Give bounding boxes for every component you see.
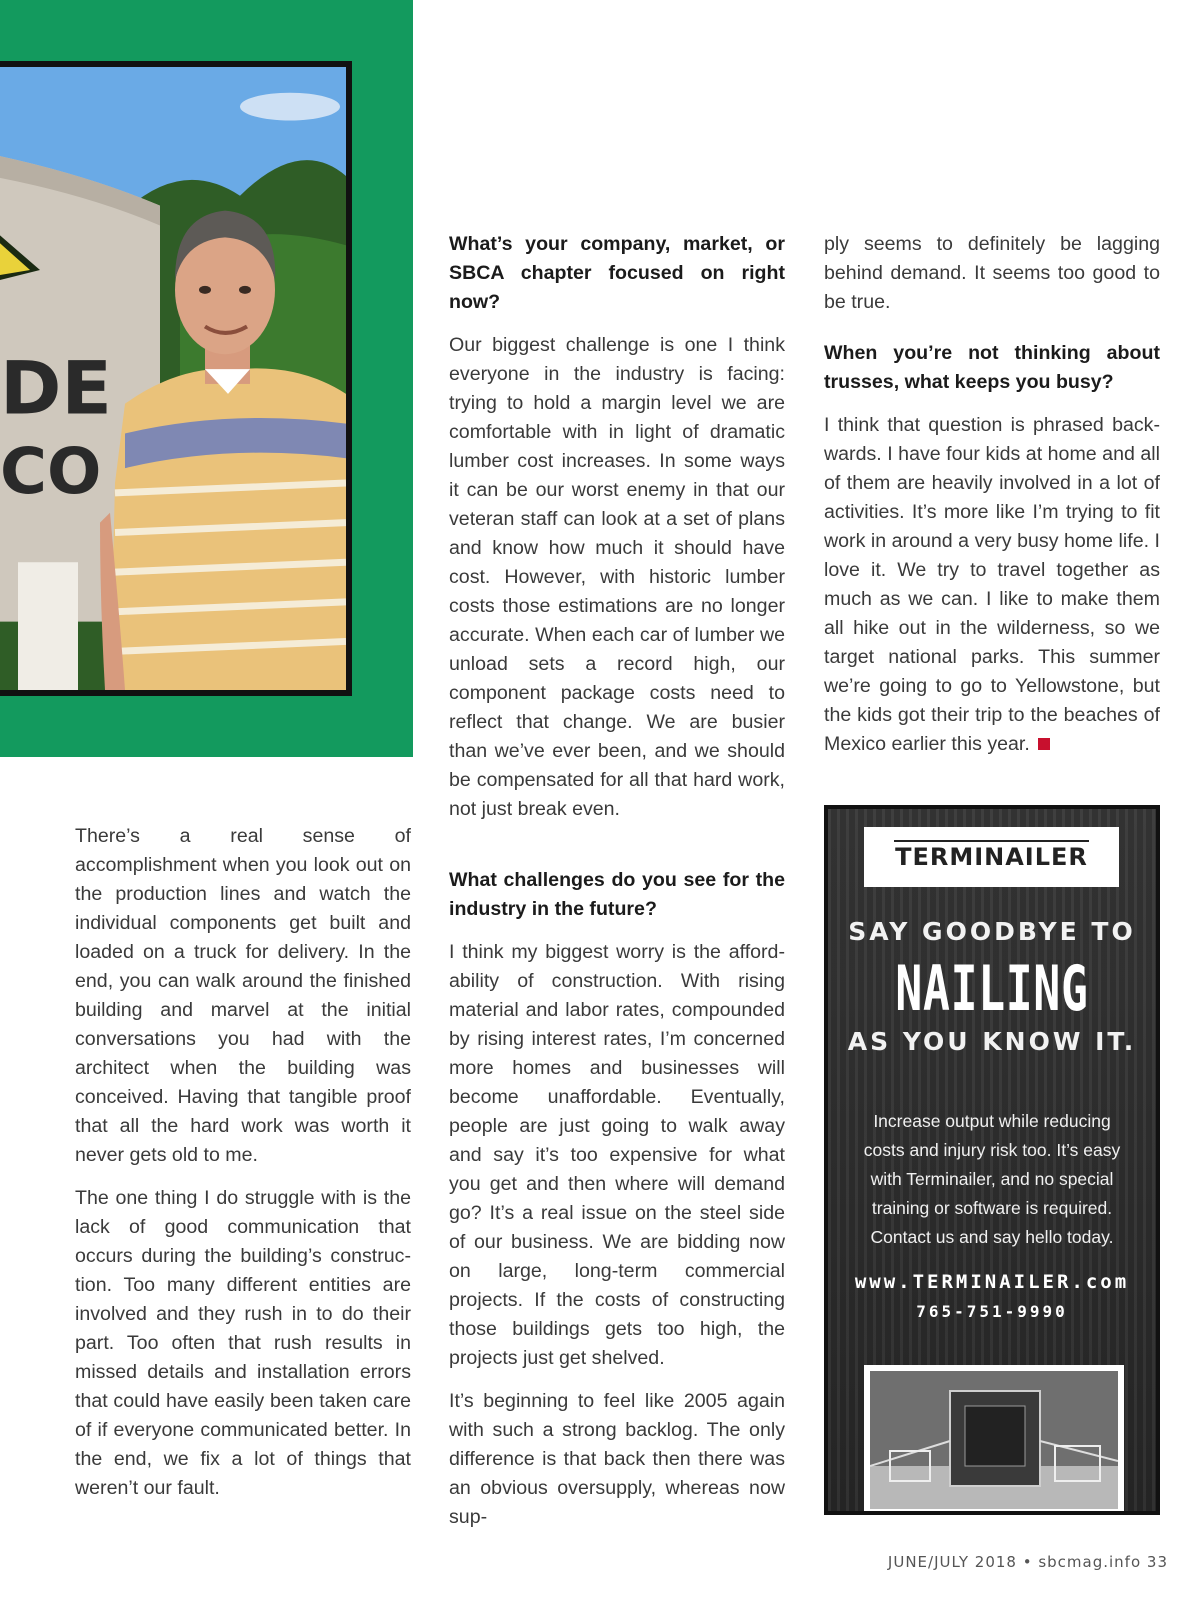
machine-illustration [870,1371,1118,1509]
ad-logo-box [864,827,1119,887]
column-1 [75,822,411,1517]
question-heading: What challenges do you see for the industry in the future? [449,869,785,920]
paragraph [824,411,1160,759]
ad-headline-3: AS YOU KNOW IT. [847,1027,1137,1056]
end-mark-icon [1038,738,1050,750]
ad-phone-number: 765-751-9990 [916,1302,1068,1321]
ad-headline-1: SAY GOODBYE TO [848,917,1136,946]
column-2 [449,230,785,1546]
paragraph: There’s a real sense of accomplishment when you look out on the production lines and watch the individual components get built and loaded on a truck for delivery. In the end, you can walk around the finished building and marvel at the initial conversations you had with the architect when the building was conceived. Having that tangible proof that all the hard work was worth it never gets old to me. [75,825,411,1166]
terminailer-advertisement[interactable] [824,805,1160,1515]
question-heading: When you’re not thinking about trusses, what keeps you busy? [824,342,1160,393]
ad-body-text: Increase output while reducing costs and injury risk too. It’s easy with Terminailer, and no special training or software is required. Contact us and say hello today. [863,1111,1121,1247]
portrait-illustration [0,67,346,690]
page-footer: JUNE/JULY 2018 • sbcmag.info 33 [887,1553,1168,1571]
sign-text-1: DE [0,346,112,432]
sign-text-2: CO [0,435,102,509]
ad-url-link[interactable]: www.TERMINAILER.com [854,1271,1130,1293]
paragraph: Our biggest challenge is one I think everyone in the industry is facing: trying to hold a margin level we are comfortable with in light of dramatic lumber cost increases. In some ways it can be our worst enemy in that our veteran staff can look at a set of plans and know how much it should have cost. However, with historic lumber costs those estimations are no longer accurate. When each car of lumber we unload sets a record high, our component package costs need to reflect that change. We are busier than we’ve ever been, and we should be compensated for all that hard work, not just break even. [449,334,785,820]
machine-photo [864,1365,1124,1515]
portrait-photo [0,61,352,696]
paragraph-text: I think that question is phrased backwards. I have four kids at home and all of them are heavily involved in a lot of activities. It’s more like I’m trying to fit work in around a very busy home life. I love it. We try to travel together as much as we can. I like to make them all hike out in the wilderness, so we target national parks. This summer we’re going to go to Yellowstone, but the kids got their trip to the beaches of Mexico earlier this year. [824,414,1160,755]
paragraph: It’s beginning to feel like 2005 again with such a strong backlog. The only difference is that back then there was an obvious oversupply, whereas now sup- [449,1390,785,1528]
column-3 [824,230,1160,773]
terminailer-logo: TERMINAILER [895,843,1088,871]
ad-headline-2: NAILING [895,952,1089,1025]
question-heading: What’s your company, market, or SBCA chapter focused on right now? [449,233,785,313]
logo-rule [894,840,1089,842]
paragraph: I think my biggest worry is the affordability of construction. With rising material and labor rates, compounded by rising interest rates, I’m concerned more homes and businesses will become unaffordable. Eventually, people are just going to walk away and say it’s too expensive for what you get and then where will demand go? It’s a real issue on the steel side of our business. We are bidding now on large, long-term commercial projects. If the costs of constructing those buildings gets too high, the projects just get shelved. [449,941,785,1369]
paragraph: ply seems to definitely be lagging behind demand. It seems too good to be true. [824,233,1160,313]
paragraph: The one thing I do struggle with is the lack of good communication that occurs during the building’s construction. Too many different entities are involved and they rush in to do their part. Too often that rush results in missed details and installation errors that could have easily been taken care of if everyone communicated better. In the end, we fix a lot of things that weren’t our fault. [75,1187,411,1499]
